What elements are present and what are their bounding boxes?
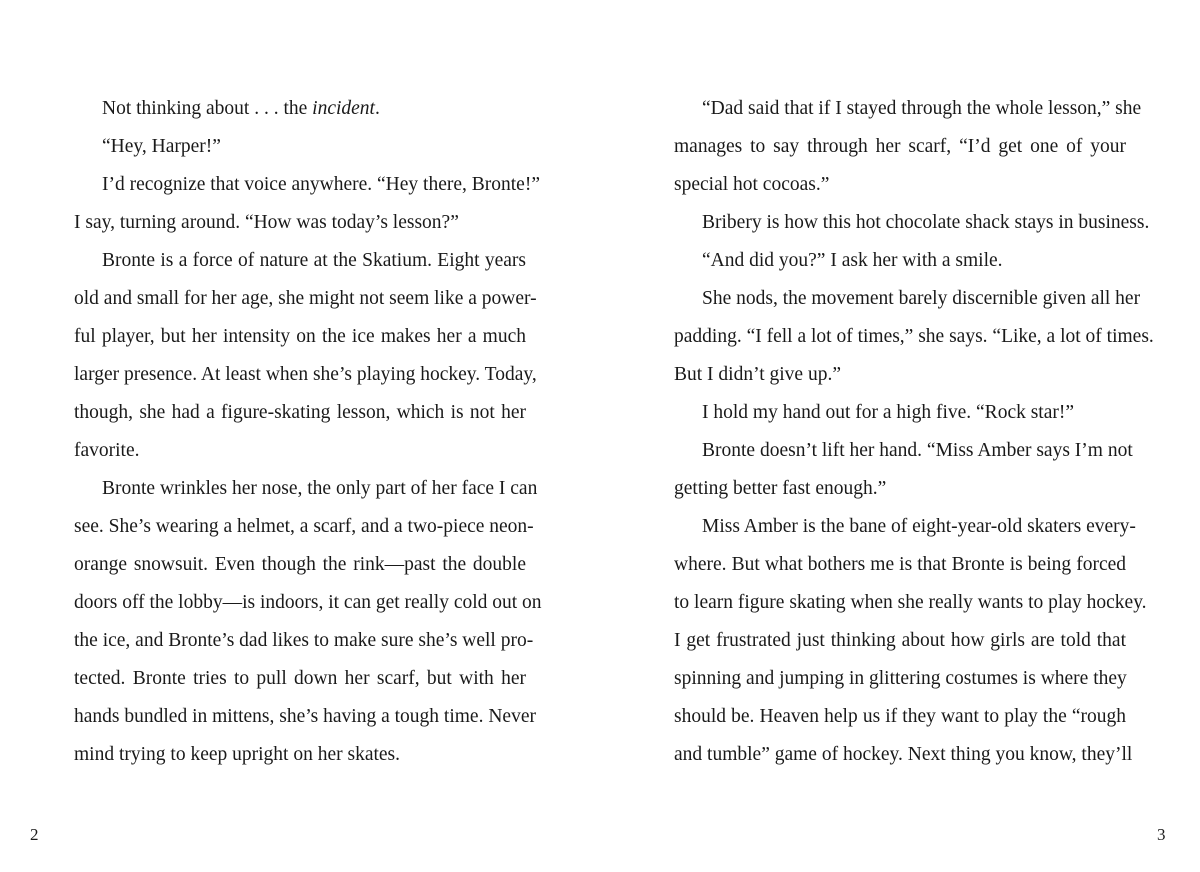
line-text: padding. “I fell a lot of times,” she says. “Like, a lot of times. (674, 326, 1154, 347)
line-text: see. She’s wearing a helmet, a scarf, and a two-piece neon- (74, 516, 534, 537)
text-line (674, 394, 1126, 432)
line-text: “Hey, Harper!” (102, 136, 221, 157)
line-text: But I didn’t give up.” (674, 364, 841, 385)
text-line (74, 318, 526, 356)
line-text: Miss Amber is the bane of eight-year-old skaters every- (702, 516, 1136, 537)
text-line (74, 470, 538, 508)
text-line (74, 280, 537, 318)
text-line (674, 242, 1126, 280)
line-text: I get frustrated just thinking about how girls are told that (674, 630, 1126, 651)
text-line (74, 394, 526, 432)
text-line (674, 356, 1126, 394)
text-line (74, 242, 526, 280)
text-line (674, 432, 1133, 470)
line-text: the ice, and Bronte’s dad likes to make sure she’s well pro- (74, 630, 534, 651)
text-line (74, 622, 534, 660)
line-text: larger presence. At least when she’s playing hockey. Today, (74, 364, 537, 385)
text-line (74, 660, 526, 698)
text-line (674, 698, 1126, 736)
text-line (74, 128, 526, 166)
text-line (674, 736, 1133, 774)
line-text: and tumble” game of hockey. Next thing you know, they’ll (674, 744, 1133, 765)
right-page-text (674, 90, 1154, 774)
line-text: Bronte doesn’t lift her hand. “Miss Amber says I’m not (702, 440, 1133, 461)
right-page-number: 3 (1157, 825, 1166, 844)
line-text: where. But what bothers me is that Bronte is being forced (674, 554, 1126, 575)
line-text: I’d recognize that voice anywhere. “Hey there, Bronte!” (102, 174, 540, 195)
text-line (674, 622, 1126, 660)
line-text: doors off the lobby—is indoors, it can get really cold out on (74, 592, 542, 613)
text-line (74, 508, 534, 546)
line-text: old and small for her age, she might not seem like a power- (74, 288, 537, 309)
text-line (74, 432, 526, 470)
text-line (674, 470, 1126, 508)
line-text: mind trying to keep upright on her skates. (74, 744, 401, 765)
text-line (674, 90, 1142, 128)
line-text: Bronte wrinkles her nose, the only part of her face I can (102, 478, 538, 499)
text-line (674, 508, 1136, 546)
line-text: to learn figure skating when she really wants to play hockey. (674, 592, 1147, 613)
line-text: spinning and jumping in glittering costumes is where they (674, 668, 1127, 689)
line-text: tected. Bronte tries to pull down her scarf, but with her (74, 668, 526, 689)
text-line (74, 90, 526, 128)
line-text: favorite. (74, 440, 140, 461)
italic-text: incident (312, 98, 375, 119)
text-line (674, 128, 1126, 166)
text-line (74, 204, 526, 242)
text-line (674, 584, 1147, 622)
right-page (600, 0, 1200, 872)
text-line (74, 698, 536, 736)
line-text: She nods, the movement barely discernible given all her (702, 288, 1141, 309)
line-text: “Dad said that if I stayed through the whole lesson,” she (702, 98, 1142, 119)
line-text: Not thinking about . . . the (102, 98, 313, 119)
text-line (74, 546, 526, 584)
line-text: I hold my hand out for a high five. “Rock star!” (702, 402, 1075, 423)
line-text: though, she had a figure-skating lesson, which is not her (74, 402, 526, 423)
line-text: should be. Heaven help us if they want to play the “rough (674, 706, 1126, 727)
line-text: getting better fast enough.” (674, 478, 887, 499)
text-line (674, 166, 1126, 204)
line-text: Bribery is how this hot chocolate shack stays in business. (702, 212, 1150, 233)
text-line (74, 166, 540, 204)
text-line (674, 546, 1126, 584)
line-text: manages to say through her scarf, “I’d get one of your (674, 136, 1126, 157)
line-text: special hot cocoas.” (674, 174, 830, 195)
left-page-text (74, 90, 542, 774)
text-line (674, 204, 1150, 242)
text-line (74, 356, 537, 394)
line-text: hands bundled in mittens, she’s having a tough time. Never (74, 706, 536, 727)
text-line (74, 584, 542, 622)
text-line (674, 280, 1141, 318)
line-text: I say, turning around. “How was today’s lesson?” (74, 212, 459, 233)
text-line (74, 736, 526, 774)
left-page-number: 2 (30, 825, 39, 844)
text-line (674, 660, 1126, 698)
line-text-after: . (374, 98, 380, 119)
line-text: “And did you?” I ask her with a smile. (702, 250, 1003, 271)
line-text: orange snowsuit. Even though the rink—past the double (74, 554, 526, 575)
line-text: ful player, but her intensity on the ice makes her a much (74, 326, 526, 347)
line-text: Bronte is a force of nature at the Skatium. Eight years (102, 250, 526, 271)
text-line (674, 318, 1154, 356)
